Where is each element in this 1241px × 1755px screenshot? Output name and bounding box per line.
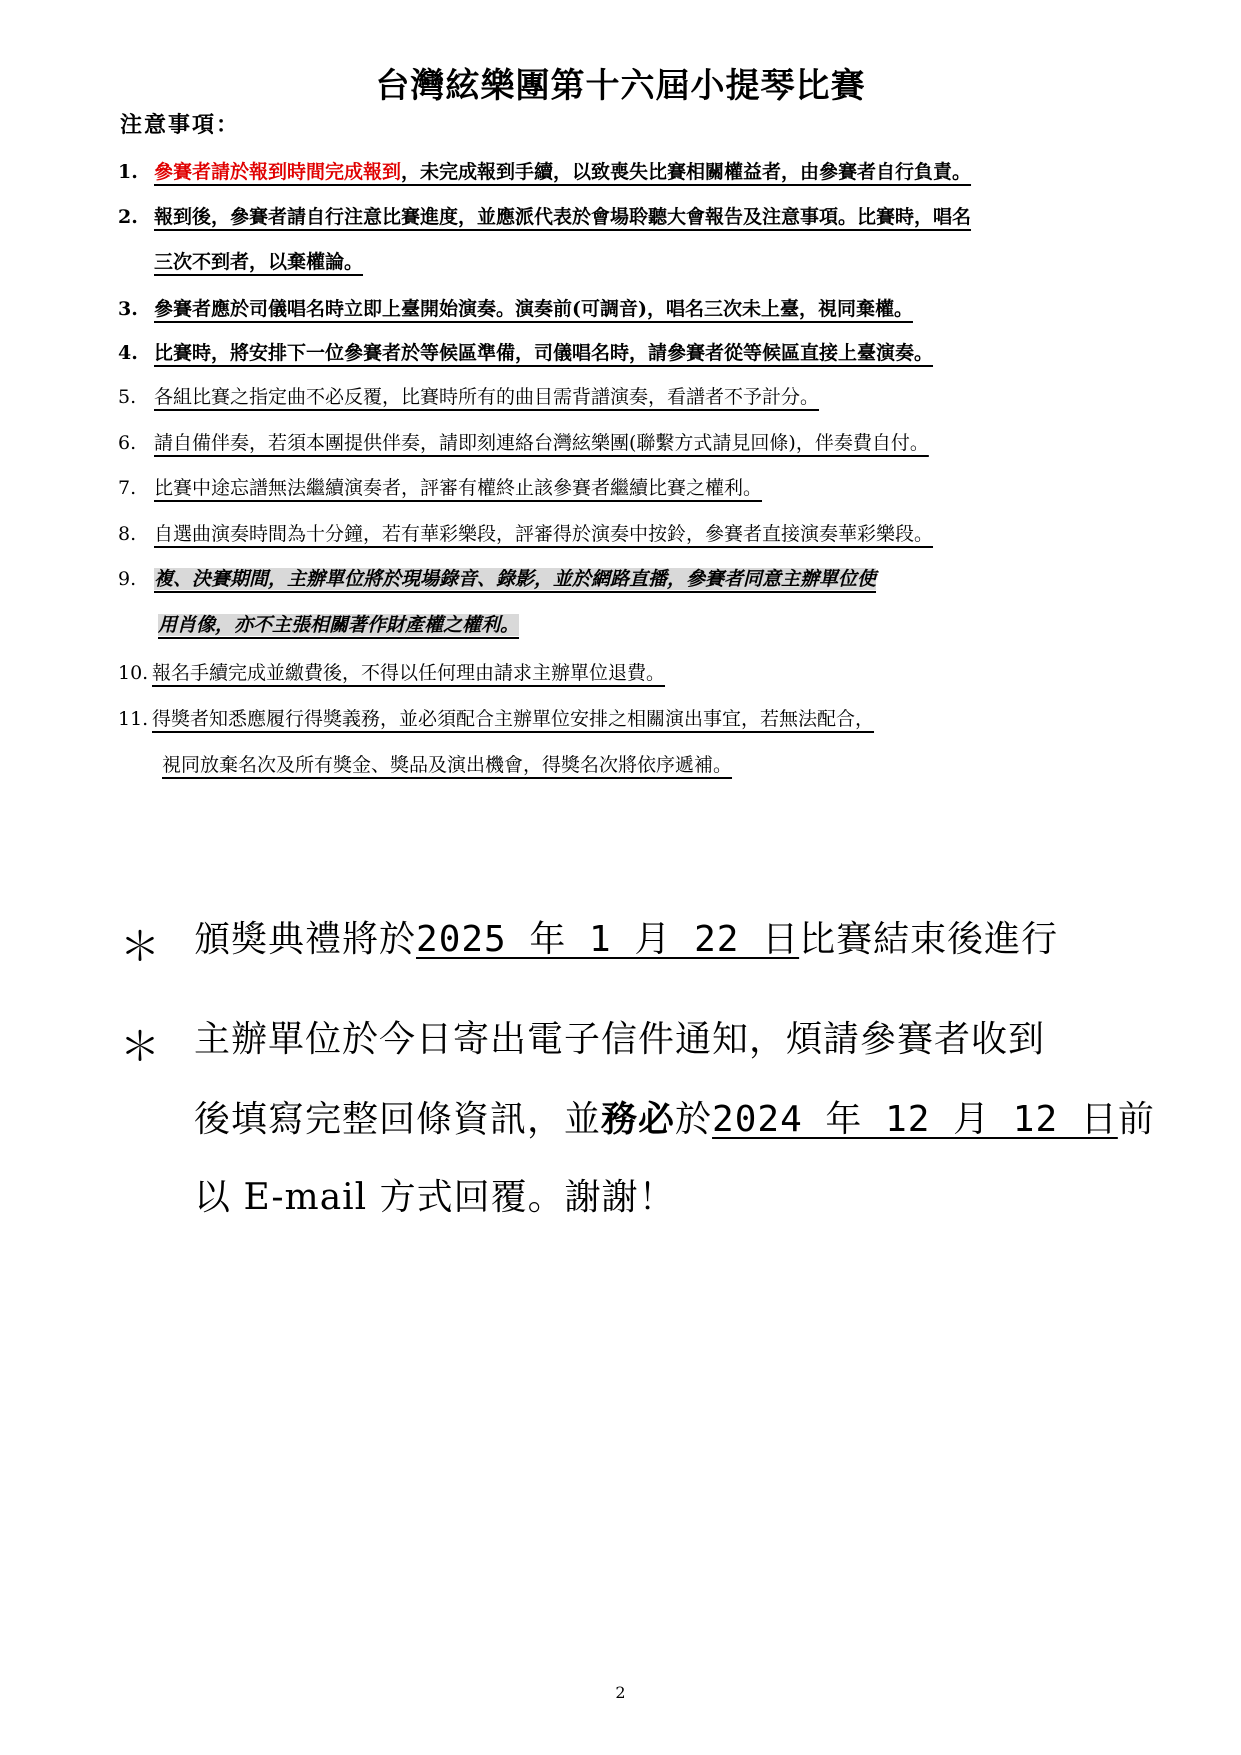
item-highlight-red: 參賽者請於報到時間完成報到 bbox=[154, 161, 402, 183]
item-text: ，未完成報到手續，以致喪失比賽相關權益者，由參賽者自行負責。 bbox=[401, 161, 972, 183]
award-ceremony-notice bbox=[194, 918, 1058, 962]
note-item-2 bbox=[118, 205, 971, 229]
item-number: 10. bbox=[118, 662, 149, 684]
note-item-6 bbox=[118, 431, 929, 455]
item-text: 比賽中途忘譜無法繼續演奏者，評審有權終止該參賽者繼續比賽之權利。 bbox=[154, 477, 763, 499]
note-item-9 bbox=[118, 567, 876, 591]
notice-emphasis: 務必 bbox=[601, 1098, 676, 1140]
item-number: 6. bbox=[118, 432, 137, 454]
item-text: 各組比賽之指定曲不必反覆，比賽時所有的曲目需背譜演奏，看譜者不予計分。 bbox=[154, 386, 820, 408]
note-item-7 bbox=[118, 476, 762, 500]
notice-text: 頒獎典禮將於 bbox=[194, 919, 417, 960]
item-text-cont: 視同放棄名次及所有獎金、獎品及演出機會，得獎名次將依序遞補。 bbox=[162, 754, 733, 776]
item-text-cont: 三次不到者，以棄權論。 bbox=[154, 251, 364, 273]
note-item-4 bbox=[118, 341, 933, 365]
note-item-1 bbox=[118, 160, 971, 184]
item-text: 報名手續完成並繳費後，不得以任何理由請求主辦單位退費。 bbox=[152, 662, 666, 684]
note-item-8 bbox=[118, 522, 933, 546]
item-number: 8. bbox=[118, 523, 137, 545]
page-number: 2 bbox=[615, 1683, 626, 1702]
email-notice-line-3: 以 E-mail 方式回覆。謝謝！ bbox=[194, 1177, 676, 1218]
item-number: 2. bbox=[118, 206, 138, 228]
note-item-3 bbox=[118, 297, 913, 321]
notes-heading: 注意事項： bbox=[120, 112, 241, 138]
note-item-2-continuation bbox=[154, 250, 363, 274]
note-item-9-continuation bbox=[158, 613, 519, 637]
note-item-11-continuation bbox=[162, 753, 732, 777]
item-number: 4. bbox=[118, 342, 138, 364]
item-text: 得獎者知悉應履行得獎義務，並必須配合主辦單位安排之相關演出事宜，若無法配合， bbox=[152, 708, 875, 730]
item-text: 請自備伴奏，若須本團提供伴奏，請即刻連絡台灣絃樂團(聯繫方式請見回條)，伴奏費自付。 bbox=[154, 432, 929, 454]
asterisk-icon: ＊ bbox=[120, 924, 160, 970]
item-number: 3. bbox=[118, 298, 138, 320]
reply-deadline-date: 2024 年 12 月 12 日 bbox=[712, 1099, 1118, 1140]
item-number: 1. bbox=[118, 161, 138, 183]
item-number: 11. bbox=[118, 708, 149, 730]
item-text: 參賽者應於司儀唱名時立即上臺開始演奏。演奏前(可調音)，唱名三次未上臺，視同棄權。 bbox=[154, 298, 913, 320]
email-notice-line-2 bbox=[194, 1097, 1155, 1142]
asterisk-icon: ＊ bbox=[120, 1024, 160, 1070]
notice-text: 後填寫完整回條資訊，並 bbox=[194, 1099, 602, 1140]
document-title: 台灣絃樂團第十六屆小提琴比賽 bbox=[375, 66, 866, 106]
email-notice-line-1: 主辦單位於今日寄出電子信件通知，煩請參賽者收到 bbox=[194, 1019, 1046, 1060]
item-text: 自選曲演奏時間為十分鐘，若有華彩樂段，評審得於演奏中按鈴，參賽者直接演奏華彩樂段。 bbox=[154, 523, 934, 545]
item-text: 報到後，參賽者請自行注意比賽進度，並應派代表於會場聆聽大會報告及注意事項。比賽時，唱名 bbox=[154, 206, 972, 228]
item-number: 7. bbox=[118, 477, 137, 499]
item-number: 9. bbox=[118, 568, 137, 590]
ceremony-date: 2025 年 1 月 22 日 bbox=[416, 919, 800, 960]
item-number: 5. bbox=[118, 386, 137, 408]
note-item-11 bbox=[118, 707, 874, 731]
note-item-5 bbox=[118, 385, 819, 409]
note-item-10 bbox=[118, 661, 665, 685]
item-text: 比賽時，將安排下一位參賽者於等候區準備，司儀唱名時，請參賽者從等候區直接上臺演奏。 bbox=[154, 342, 934, 364]
notice-text: 於 bbox=[675, 1099, 713, 1140]
notice-text: 比賽結束後進行 bbox=[799, 919, 1059, 960]
item-text: 複、決賽期間，主辦單位將於現場錄音、錄影，並於網路直播，參賽者同意主辦單位使 bbox=[154, 568, 877, 590]
notice-text: 前 bbox=[1117, 1099, 1155, 1140]
item-text-cont: 用肖像，亦不主張相關著作財產權之權利。 bbox=[158, 614, 520, 636]
